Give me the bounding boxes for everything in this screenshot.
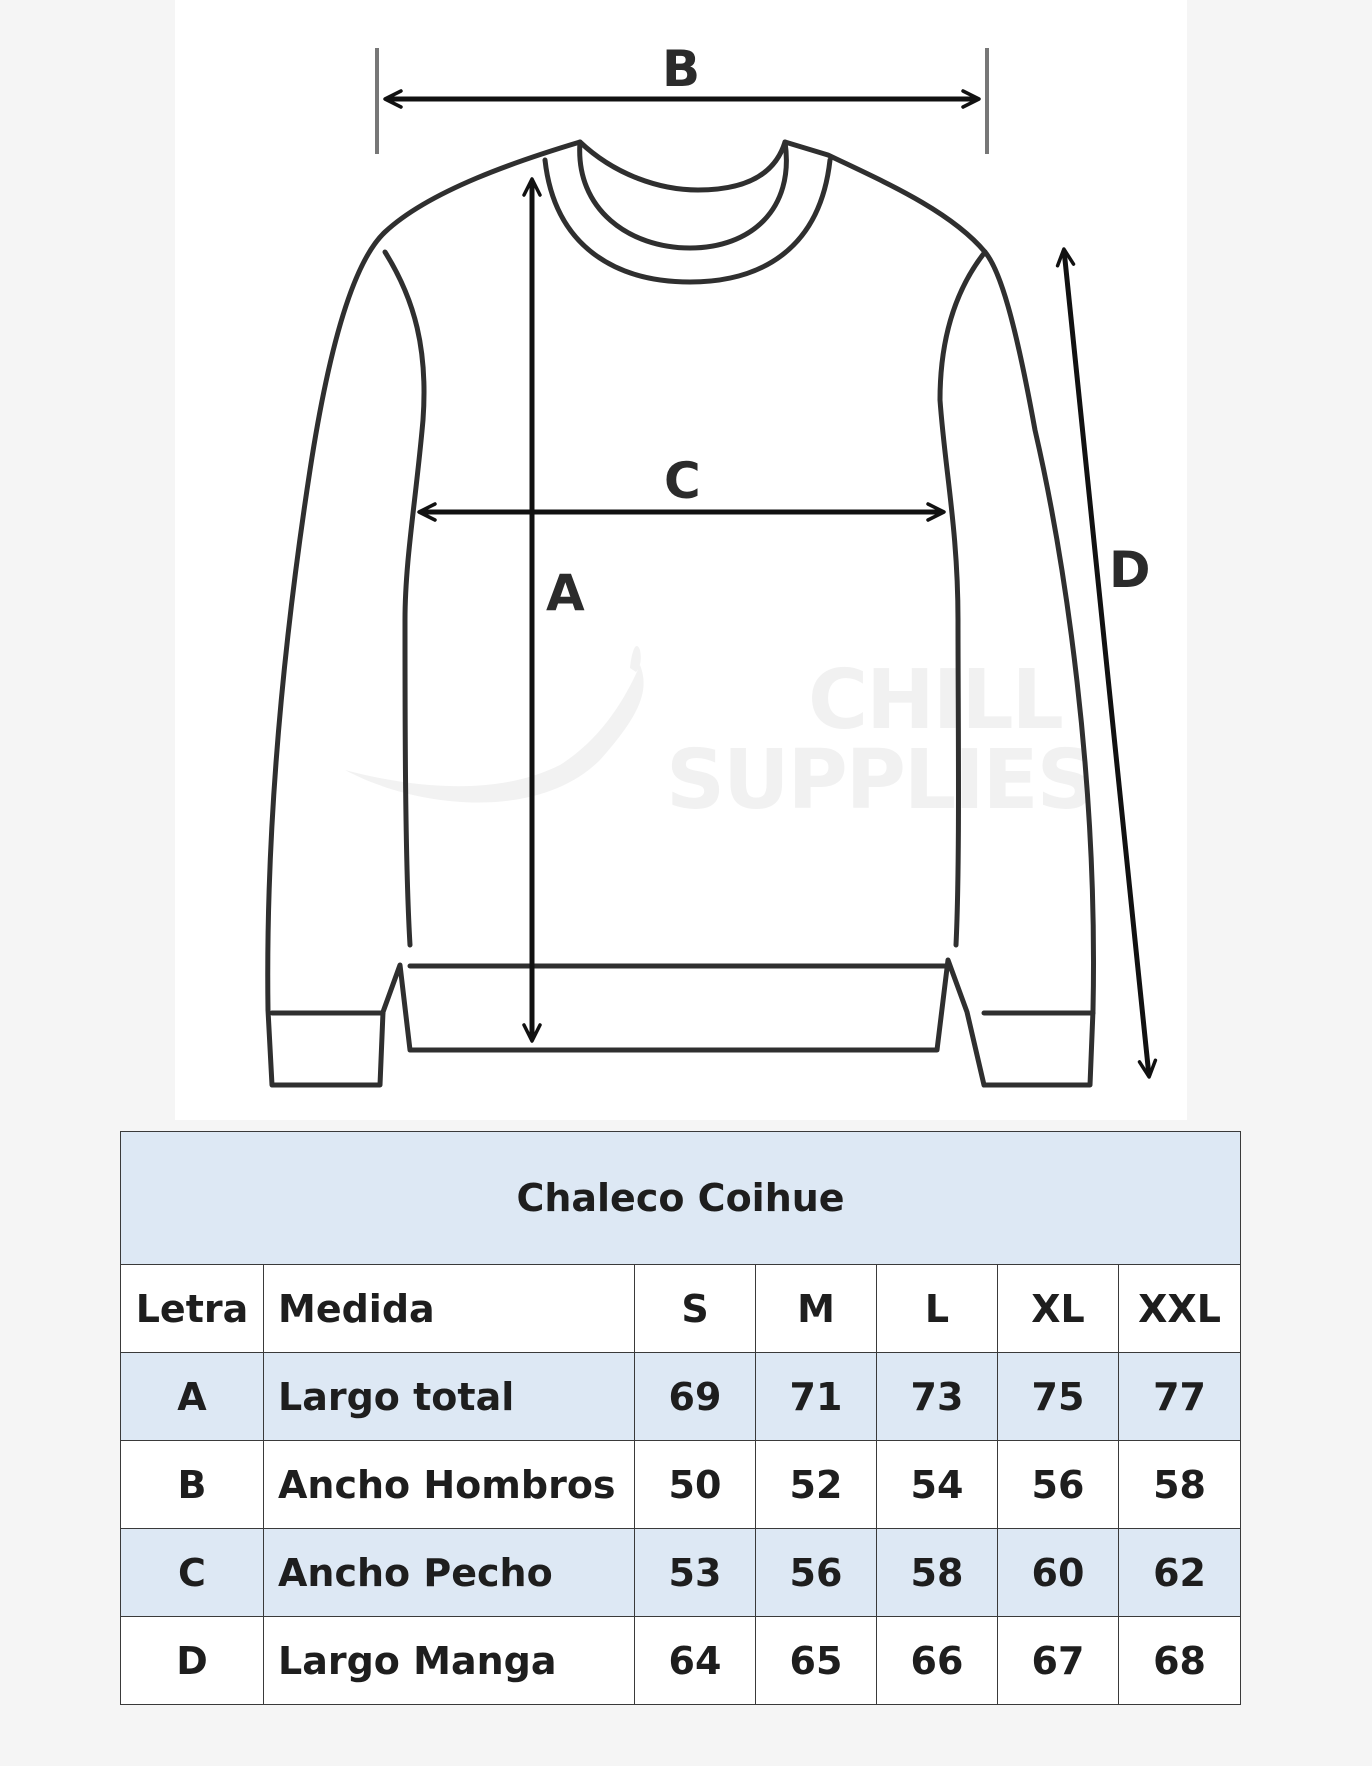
header-letra: Letra bbox=[121, 1265, 264, 1353]
cell-value: 62 bbox=[1119, 1529, 1241, 1617]
cell-value: 58 bbox=[877, 1529, 998, 1617]
cell-value: 56 bbox=[998, 1441, 1119, 1529]
cell-value: 75 bbox=[998, 1353, 1119, 1441]
table-row bbox=[121, 1441, 1241, 1529]
chili-icon bbox=[345, 646, 644, 802]
left-armhole bbox=[385, 252, 424, 945]
label-d: D bbox=[1109, 541, 1151, 599]
label-a: A bbox=[546, 564, 585, 622]
cell-value: 65 bbox=[756, 1617, 877, 1705]
header-size-xxl: XXL bbox=[1119, 1265, 1241, 1353]
watermark bbox=[345, 646, 1094, 828]
table-row bbox=[121, 1617, 1241, 1705]
watermark-line2: SUPPLIES bbox=[666, 733, 1094, 828]
cell-value: 60 bbox=[998, 1529, 1119, 1617]
header-size-s: S bbox=[635, 1265, 756, 1353]
row-letter: C bbox=[121, 1529, 264, 1617]
table-row bbox=[121, 1529, 1241, 1617]
sweater-outline bbox=[268, 142, 1094, 1085]
cell-value: 67 bbox=[998, 1617, 1119, 1705]
cell-value: 52 bbox=[756, 1441, 877, 1529]
row-measure: Largo Manga bbox=[264, 1617, 635, 1705]
row-measure: Ancho Hombros bbox=[264, 1441, 635, 1529]
cell-value: 69 bbox=[635, 1353, 756, 1441]
header-size-xl: XL bbox=[998, 1265, 1119, 1353]
cell-value: 77 bbox=[1119, 1353, 1241, 1441]
right-armhole bbox=[940, 252, 985, 945]
table-title: Chaleco Coihue bbox=[121, 1132, 1241, 1265]
cell-value: 71 bbox=[756, 1353, 877, 1441]
collar-outer bbox=[580, 142, 787, 248]
cell-value: 50 bbox=[635, 1441, 756, 1529]
table-row bbox=[121, 1353, 1241, 1441]
row-letter: B bbox=[121, 1441, 264, 1529]
table-header-row bbox=[121, 1265, 1241, 1353]
row-measure: Largo total bbox=[264, 1353, 635, 1441]
header-size-m: M bbox=[756, 1265, 877, 1353]
cell-value: 64 bbox=[635, 1617, 756, 1705]
row-measure: Ancho Pecho bbox=[264, 1529, 635, 1617]
header-size-l: L bbox=[877, 1265, 998, 1353]
cell-value: 56 bbox=[756, 1529, 877, 1617]
watermark-line1: CHILL bbox=[808, 653, 1062, 748]
cell-value: 58 bbox=[1119, 1441, 1241, 1529]
header-medida: Medida bbox=[264, 1265, 635, 1353]
cell-value: 66 bbox=[877, 1617, 998, 1705]
label-b: B bbox=[662, 40, 701, 98]
row-letter: D bbox=[121, 1617, 264, 1705]
label-c: C bbox=[664, 452, 701, 510]
cell-value: 54 bbox=[877, 1441, 998, 1529]
row-letter: A bbox=[121, 1353, 264, 1441]
cell-value: 68 bbox=[1119, 1617, 1241, 1705]
cell-value: 73 bbox=[877, 1353, 998, 1441]
size-table bbox=[120, 1131, 1241, 1705]
cell-value: 53 bbox=[635, 1529, 756, 1617]
